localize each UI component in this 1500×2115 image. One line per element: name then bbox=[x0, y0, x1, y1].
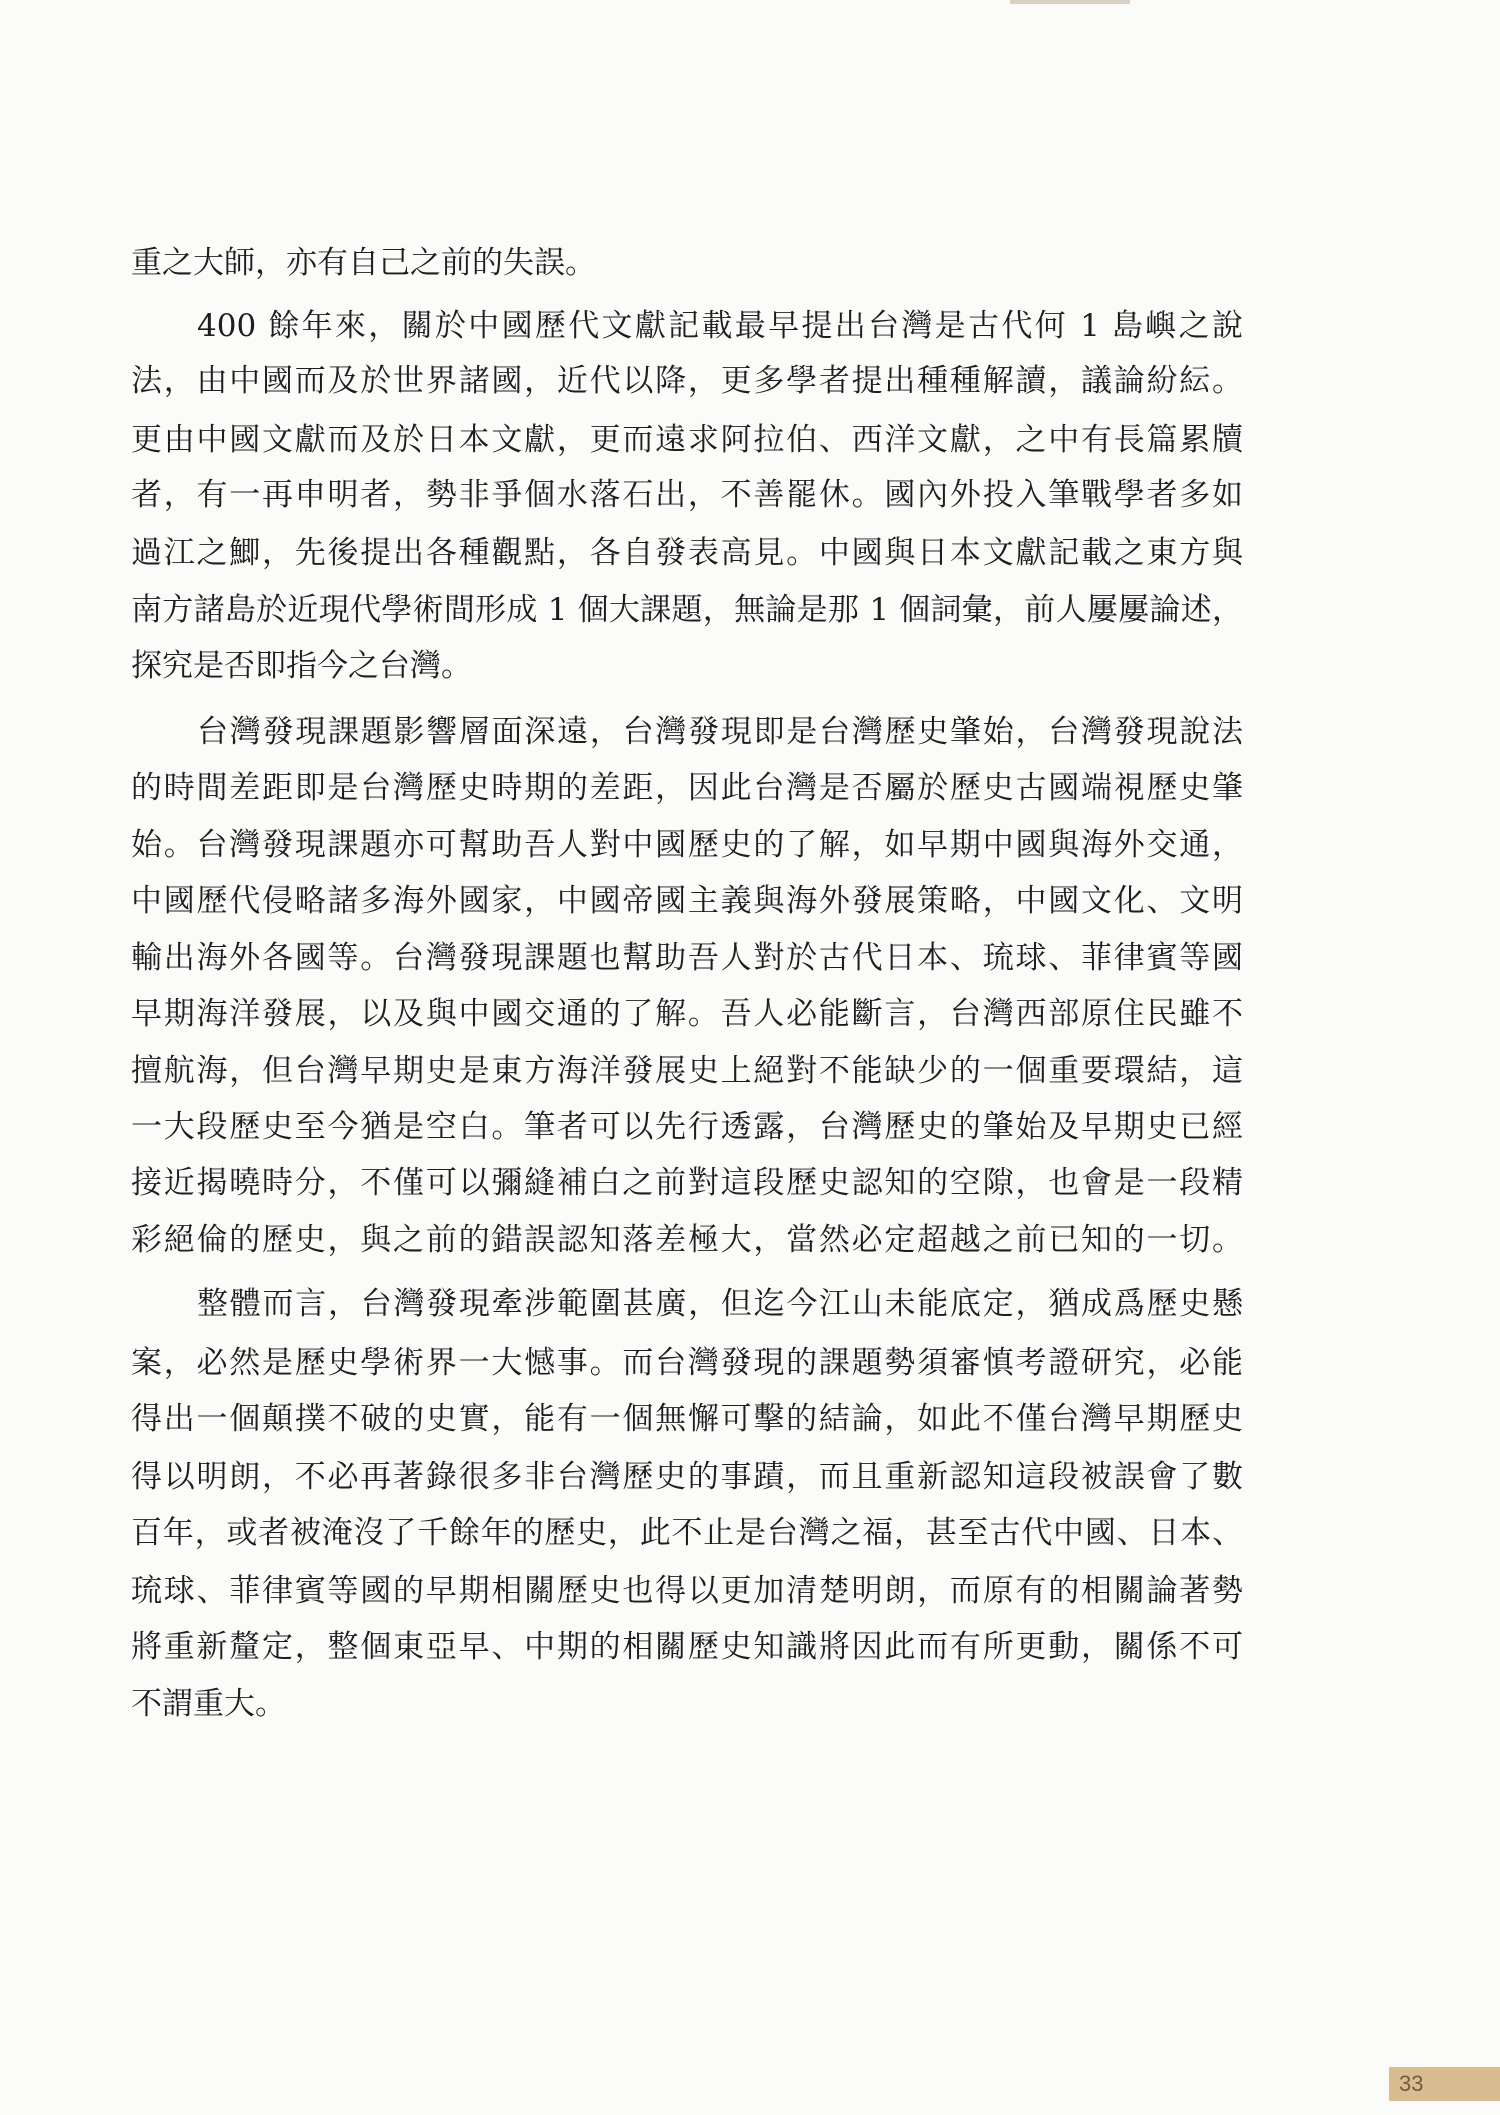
text-line-16: 一大段歷史至今猶是空白。筆者可以先行透露，台灣歷史的肇始及早期史已經 bbox=[131, 1109, 1243, 1145]
text-line-18: 彩絕倫的歷史，與之前的錯誤認知落差極大，當然必定超越之前已知的一切。 bbox=[131, 1222, 1243, 1258]
text-line-20: 案，必然是歷史學術界一大憾事。而台灣發現的課題勢須審慎考證研究，必能 bbox=[131, 1345, 1243, 1381]
text-line-21: 得出一個顛撲不破的史實，能有一個無懈可擊的結論，如此不僅台灣早期歷史 bbox=[131, 1401, 1243, 1437]
text-line-26: 不謂重大。 bbox=[131, 1686, 286, 1722]
text-line-2: 400 餘年來，關於中國歷代文獻記載最早提出台灣是古代何 1 島嶼之說 bbox=[197, 308, 1243, 344]
text-line-25: 將重新釐定，整個東亞早、中期的相關歷史知識將因此而有所更動，關係不可 bbox=[131, 1629, 1243, 1665]
text-line-1: 重之大師，亦有自己之前的失誤。 bbox=[131, 245, 596, 281]
text-line-14: 早期海洋發展，以及與中國交通的了解。吾人必能斷言，台灣西部原住民雖不 bbox=[131, 996, 1243, 1032]
text-line-6: 過江之鯽，先後提出各種觀點，各自發表高見。中國與日本文獻記載之東方與 bbox=[131, 535, 1243, 571]
text-line-7: 南方諸島於近現代學術間形成 1 個大課題，無論是那 1 個詞彙，前人屢屢論述， bbox=[131, 592, 1243, 628]
text-line-9: 台灣發現課題影響層面深遠，台灣發現即是台灣歷史肇始，台灣發現說法 bbox=[197, 714, 1243, 750]
top-edge-mark bbox=[1010, 0, 1130, 4]
text-line-4: 更由中國文獻而及於日本文獻，更而遠求阿拉伯、西洋文獻，之中有長篇累牘 bbox=[131, 422, 1243, 458]
text-line-8: 探究是否即指今之台灣。 bbox=[131, 648, 472, 684]
text-line-13: 輸出海外各國等。台灣發現課題也幫助吾人對於古代日本、琉球、菲律賓等國 bbox=[131, 940, 1243, 976]
text-line-17: 接近揭曉時分，不僅可以彌縫補白之前對這段歷史認知的空隙，也會是一段精 bbox=[131, 1165, 1243, 1201]
page-number: 33 bbox=[1389, 2067, 1500, 2101]
text-line-11: 始。台灣發現課題亦可幫助吾人對中國歷史的了解，如早期中國與海外交通， bbox=[131, 827, 1243, 863]
text-line-12: 中國歷代侵略諸多海外國家，中國帝國主義與海外發展策略，中國文化、文明 bbox=[131, 883, 1243, 919]
text-line-10: 的時間差距即是台灣歷史時期的差距，因此台灣是否屬於歷史古國端視歷史肇 bbox=[131, 770, 1243, 806]
text-line-5: 者，有一再申明者，勢非爭個水落石出，不善罷休。國內外投入筆戰學者多如 bbox=[131, 477, 1243, 513]
text-line-3: 法，由中國而及於世界諸國，近代以降，更多學者提出種種解讀，議論紛紜。 bbox=[131, 363, 1243, 399]
text-line-23: 百年，或者被淹沒了千餘年的歷史，此不止是台灣之福，甚至古代中國、日本、 bbox=[131, 1515, 1243, 1551]
text-line-22: 得以明朗，不必再著錄很多非台灣歷史的事蹟，而且重新認知這段被誤會了數 bbox=[131, 1459, 1243, 1495]
text-line-24: 琉球、菲律賓等國的早期相關歷史也得以更加清楚明朗，而原有的相關論著勢 bbox=[131, 1573, 1243, 1609]
text-line-15: 擅航海，但台灣早期史是東方海洋發展史上絕對不能缺少的一個重要環結，這 bbox=[131, 1053, 1243, 1089]
text-line-19: 整體而言，台灣發現牽涉範圍甚廣，但迄今江山未能底定，猶成爲歷史懸 bbox=[197, 1286, 1243, 1322]
